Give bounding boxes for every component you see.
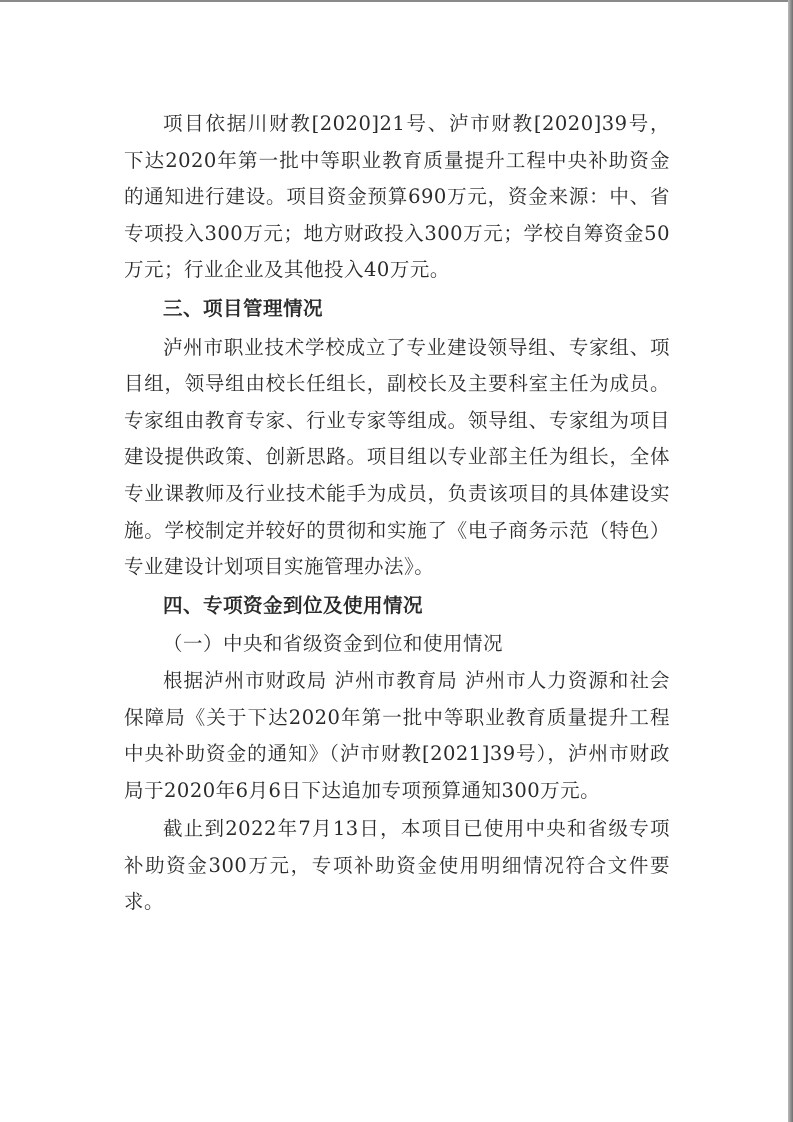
paragraph-funds-usage: 截止到2022年7月13日，本项目已使用中央和省级专项补助资金300万元，专项补助资金使用明细情况符合文件要求。 bbox=[124, 817, 670, 914]
scan-top-edge bbox=[0, 0, 793, 2]
heading-project-management: 三、项目管理情况 bbox=[163, 296, 324, 320]
paragraph-management-details: 泸州市职业技术学校成立了专业建设领导组、专家组、项目组，领导组由校长任组长，副校长及主要科室主任为成员。专家组由教育专家、行业专家等组成。领导组、专家组为项目建设提供政策、创新思路。项目组以专业部主任为组长，全体专业课教师及行业技术能手为成员，负责该项目的具体建设实施。学校制定并较好的贯彻和实施了《电子商务示范（特色）专业建设计划项目实施管理办法》。 bbox=[124, 335, 670, 579]
subheading-central-provincial-funds: （一）中央和省级资金到位和使用情况 bbox=[163, 632, 504, 656]
document-body bbox=[124, 106, 670, 921]
scan-right-edge bbox=[788, 0, 793, 1122]
paragraph-funds-notice: 根据泸州市财政局 泸州市教育局 泸州市人力资源和社会保障局《关于下达2020年第一批中等职业教育质量提升工程中央补助资金的通知》（泸市财教[2021]39号），泸州市财政局于2020年6月6日下达追加专项预算通知300万元。 bbox=[124, 668, 670, 802]
paragraph-funding-basis: 项目依据川财教[2020]21号、泸市财教[2020]39号，下达2020年第一批中等职业教育质量提升工程中央补助资金的通知进行建设。项目资金预算690万元，资金来源：中、省专项投入300万元；地方财政投入300万元；学校自筹资金50万元；行业企业及其他投入40万元。 bbox=[124, 112, 670, 282]
heading-special-funds: 四、专项资金到位及使用情况 bbox=[163, 593, 424, 617]
